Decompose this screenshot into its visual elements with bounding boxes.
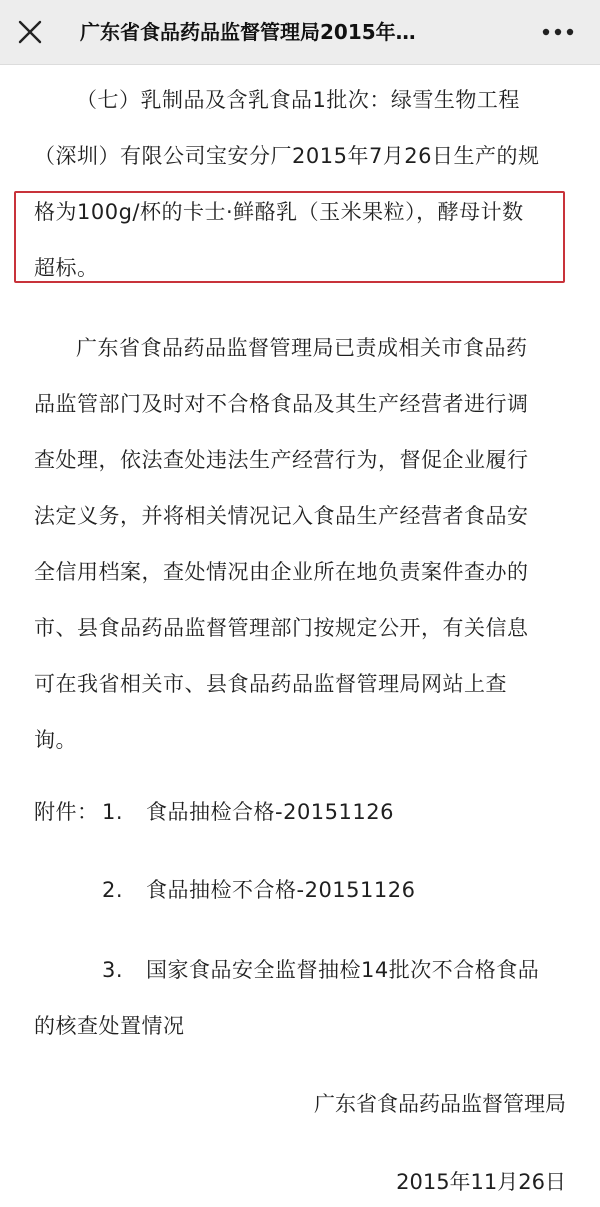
statement-line-4: 法定义务，并将相关情况记入食品生产经营者食品安 — [34, 504, 529, 528]
attachment-3-continuation[interactable]: 的核查处置情况 — [34, 1014, 185, 1038]
signature-org: 广东省食品药品监督管理局 — [314, 1092, 566, 1116]
attachments-label: 附件： — [34, 800, 99, 824]
attachment-2-link[interactable]: 食品抽检不合格-20151126 — [146, 878, 416, 902]
close-icon[interactable] — [14, 16, 46, 48]
highlight-box — [14, 191, 565, 283]
statement-line-6: 市、县食品药品监督管理部门按规定公开，有关信息 — [34, 616, 529, 640]
attachment-3-link[interactable]: 国家食品安全监督抽检14批次不合格食品 — [146, 958, 540, 982]
article-content — [0, 64, 600, 1207]
statement-line-8: 询。 — [34, 728, 77, 752]
signature-date: 2015年11月26日 — [396, 1170, 566, 1194]
statement-line-2: 品监管部门及时对不合格食品及其生产经营者进行调 — [34, 392, 529, 416]
statement-paragraph — [34, 320, 570, 768]
statement-line-3: 查处理，依法查处违法生产经营行为，督促企业履行 — [34, 448, 529, 472]
attachment-1-number: 1. — [102, 800, 124, 824]
item-7-line-1: （七）乳制品及含乳食品1批次：绿雪生物工程 — [76, 88, 520, 112]
attachment-1-link[interactable]: 食品抽检合格-20151126 — [146, 800, 394, 824]
attachment-3-number: 3. — [102, 958, 124, 982]
top-navbar — [0, 0, 600, 65]
item-7-line-4: 超标。 — [34, 256, 99, 280]
statement-line-7: 可在我省相关市、县食品药品监督管理局网站上查 — [34, 672, 507, 696]
page-title: 广东省食品药品监督管理局2015年… — [80, 20, 416, 44]
item-7-line-2: （深圳）有限公司宝安分厂2015年7月26日生产的规 — [34, 144, 540, 168]
attachment-2-number: 2. — [102, 878, 124, 902]
item-7-line-3: 格为100g/杯的卡士·鲜酪乳（玉米果粒），酵母计数 — [34, 200, 524, 224]
statement-line-1: 广东省食品药品监督管理局已责成相关市食品药 — [76, 336, 528, 360]
more-icon[interactable] — [536, 16, 580, 48]
statement-line-5: 全信用档案，查处情况由企业所在地负责案件查办的 — [34, 560, 529, 584]
